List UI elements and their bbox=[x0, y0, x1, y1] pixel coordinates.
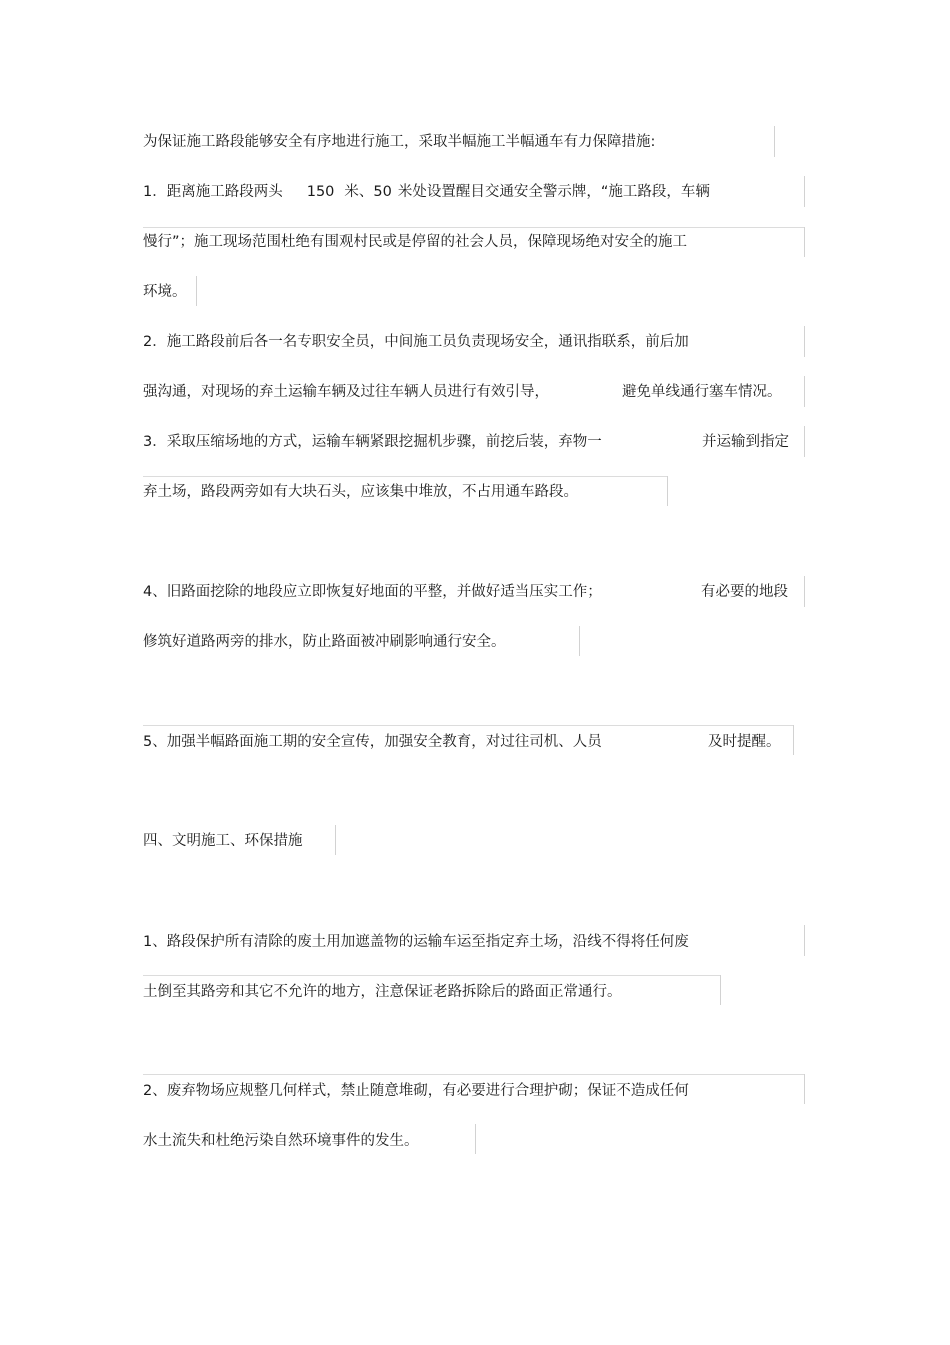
table-rule bbox=[720, 975, 721, 1005]
text-run: 避免单线通行塞车情况。 bbox=[622, 384, 782, 400]
table-rule bbox=[793, 725, 794, 755]
text-run: 米处设置醒目交通安全警示牌，“施工路段，车辆 bbox=[397, 184, 710, 200]
table-rule bbox=[475, 1124, 476, 1154]
table-rule bbox=[143, 975, 721, 976]
table-rule bbox=[196, 276, 197, 306]
table-rule bbox=[804, 376, 805, 407]
table-rule bbox=[143, 1074, 805, 1075]
paragraph-line: 环境。 bbox=[143, 284, 187, 300]
text-run: 及时提醒。 bbox=[708, 734, 781, 750]
paragraph-line: 为保证施工路段能够安全有序地进行施工，采取半幅施工半幅通车有力保障措施: bbox=[143, 134, 656, 150]
table-rule bbox=[143, 476, 668, 477]
paragraph-line: 水土流失和杜绝污染自然环境事件的发生。 bbox=[143, 1133, 419, 1149]
table-rule bbox=[804, 176, 805, 207]
table-rule bbox=[804, 925, 805, 956]
table-rule bbox=[143, 725, 794, 726]
text-run: 150 bbox=[306, 184, 335, 200]
table-rule bbox=[774, 126, 775, 157]
text-run: 4、旧路面挖除的地段应立即恢复好地面的平整，并做好适当压实工作； bbox=[143, 584, 602, 600]
table-rule bbox=[804, 1074, 805, 1104]
text-run: 强沟通，对现场的弃土运输车辆及过往车辆人员进行有效引导， bbox=[143, 384, 549, 400]
paragraph-line: 修筑好道路两旁的排水，防止路面被冲刷影响通行安全。 bbox=[143, 634, 506, 650]
table-rule bbox=[804, 326, 805, 357]
paragraph-line: 1、路段保护所有清除的废土用加遮盖物的运输车运至指定弃土场，沿线不得将任何废 bbox=[143, 934, 689, 950]
text-run: 有必要的地段 bbox=[701, 584, 788, 600]
text-run: 5、加强半幅路面施工期的安全宣传，加强安全教育，对过往司机、人员 bbox=[143, 734, 602, 750]
section-heading: 四、文明施工、环保措施 bbox=[143, 833, 303, 849]
paragraph-line: 慢行”；施工现场范围杜绝有围观村民或是停留的社会人员，保障现场绝对安全的施工 bbox=[143, 234, 688, 250]
paragraph-line: 2、废弃物场应规整几何样式，禁止随意堆砌，有必要进行合理护砌；保证不造成任何 bbox=[143, 1083, 689, 1099]
table-rule bbox=[335, 825, 336, 855]
text-run: 3．采取压缩场地的方式，运输车辆紧跟挖掘机步骤，前挖后装，弃物一 bbox=[143, 434, 602, 450]
paragraph-line: 土倒至其路旁和其它不允许的地方，注意保证老路拆除后的路面正常通行。 bbox=[143, 984, 622, 1000]
text-run: 1．距离施工路段两头 bbox=[143, 184, 283, 200]
table-rule bbox=[667, 476, 668, 506]
paragraph-line: 弃土场，路段两旁如有大块石头，应该集中堆放，不占用通车路段。 bbox=[143, 484, 578, 500]
text-run: 并运输到指定 bbox=[702, 434, 789, 450]
paragraph-line: 2．施工路段前后各一名专职安全员，中间施工员负责现场安全，通讯指联系，前后加 bbox=[143, 334, 689, 350]
paragraph-line bbox=[143, 182, 710, 202]
text-run: 米、50 bbox=[344, 184, 392, 200]
table-rule bbox=[804, 426, 805, 457]
table-rule bbox=[143, 227, 805, 228]
table-rule bbox=[804, 576, 805, 607]
table-rule bbox=[804, 227, 805, 257]
table-rule bbox=[579, 626, 580, 656]
